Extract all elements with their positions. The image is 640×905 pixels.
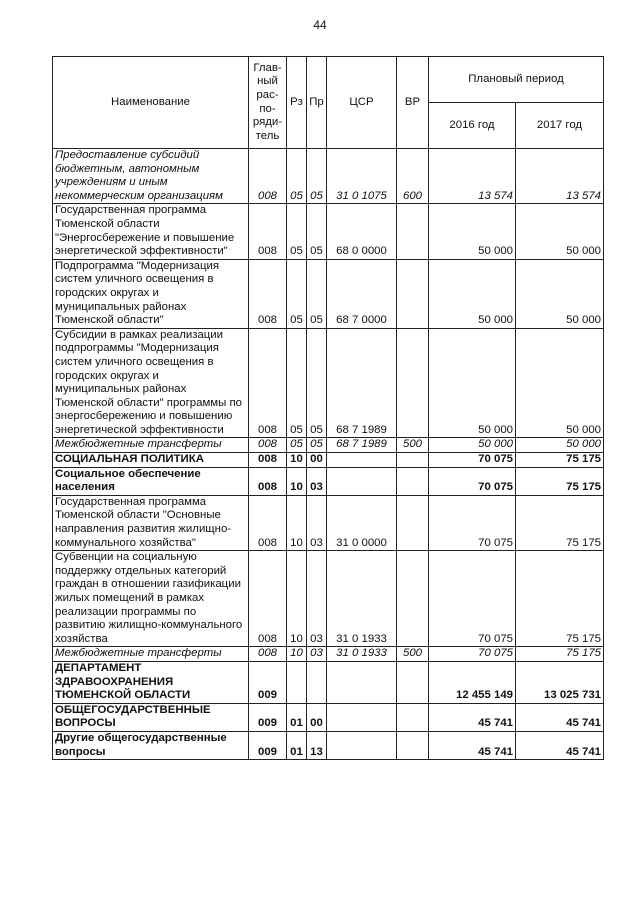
row-2017: 45 741 — [516, 703, 604, 731]
row-rz: 10 — [287, 467, 307, 495]
row-vr — [397, 703, 429, 731]
page-number: 44 — [313, 18, 327, 32]
row-glavny: 008 — [249, 438, 287, 453]
table-row — [53, 661, 604, 703]
row-vr — [397, 731, 429, 759]
row-glavny: 009 — [249, 731, 287, 759]
row-glavny: 008 — [249, 328, 287, 438]
header-vr: ВР — [397, 57, 429, 149]
row-rz: 05 — [287, 328, 307, 438]
row-csr: 68 7 1989 — [327, 438, 397, 453]
row-csr: 31 0 1075 — [327, 149, 397, 204]
row-2016: 12 455 149 — [429, 661, 516, 703]
row-2017: 75 175 — [516, 467, 604, 495]
row-vr: 500 — [397, 438, 429, 453]
row-glavny: 008 — [249, 647, 287, 662]
row-glavny: 008 — [249, 259, 287, 328]
row-csr: 31 0 0000 — [327, 495, 397, 550]
row-2017: 75 175 — [516, 453, 604, 468]
row-pr: 03 — [307, 551, 327, 647]
row-name: Межбюджетные трансферты — [53, 438, 249, 453]
table-row — [53, 204, 604, 259]
table-row — [53, 551, 604, 647]
row-name: Социальное обеспечение населения — [53, 467, 249, 495]
row-2016: 70 075 — [429, 647, 516, 662]
row-pr: 05 — [307, 204, 327, 259]
header-name: Наименование — [53, 57, 249, 149]
table-row — [53, 703, 604, 731]
row-vr — [397, 328, 429, 438]
row-name: Субсидии в рамках реализации подпрограммы "Модернизация систем уличного освещения в городских округах и муниципальных районах Тюменской области" программы по энергосбережению и повышению энергетической эффективности — [53, 328, 249, 438]
row-2016: 50 000 — [429, 259, 516, 328]
header-year-2016: 2016 год — [429, 103, 516, 149]
row-pr: 00 — [307, 703, 327, 731]
row-2017: 13 025 731 — [516, 661, 604, 703]
row-glavny: 008 — [249, 551, 287, 647]
row-glavny: 008 — [249, 453, 287, 468]
row-pr: 05 — [307, 259, 327, 328]
row-pr: 03 — [307, 495, 327, 550]
row-2016: 70 075 — [429, 453, 516, 468]
row-vr — [397, 551, 429, 647]
row-vr: 600 — [397, 149, 429, 204]
row-pr: 00 — [307, 453, 327, 468]
row-rz: 10 — [287, 495, 307, 550]
row-vr — [397, 467, 429, 495]
row-2017: 75 175 — [516, 495, 604, 550]
header-pr: Пр — [307, 57, 327, 149]
row-vr — [397, 204, 429, 259]
row-rz: 05 — [287, 204, 307, 259]
row-name: ДЕПАРТАМЕНТ ЗДРАВООХРАНЕНИЯ ТЮМЕНСКОЙ ОБЛАСТИ — [53, 661, 249, 703]
row-rz: 10 — [287, 551, 307, 647]
row-vr — [397, 259, 429, 328]
row-rz: 10 — [287, 647, 307, 662]
row-2016: 50 000 — [429, 204, 516, 259]
table-row — [53, 149, 604, 204]
row-name: Межбюджетные трансферты — [53, 647, 249, 662]
row-name: Подпрограмма "Модернизация систем уличного освещения в городских округах и муниципальных районах Тюменской области" — [53, 259, 249, 328]
row-glavny: 009 — [249, 703, 287, 731]
row-rz: 01 — [287, 703, 307, 731]
row-2016: 50 000 — [429, 438, 516, 453]
row-2017: 50 000 — [516, 438, 604, 453]
row-name: Другие общегосударственные вопросы — [53, 731, 249, 759]
table-row — [53, 438, 604, 453]
table-row — [53, 453, 604, 468]
row-2017: 75 175 — [516, 647, 604, 662]
row-2016: 70 075 — [429, 551, 516, 647]
row-csr — [327, 661, 397, 703]
row-vr: 500 — [397, 647, 429, 662]
row-2016: 45 741 — [429, 731, 516, 759]
row-pr — [307, 661, 327, 703]
row-csr: 31 0 1933 — [327, 551, 397, 647]
row-pr: 13 — [307, 731, 327, 759]
row-csr — [327, 731, 397, 759]
row-2016: 50 000 — [429, 328, 516, 438]
row-pr: 03 — [307, 647, 327, 662]
row-vr — [397, 495, 429, 550]
table-row — [53, 647, 604, 662]
row-csr: 68 0 0000 — [327, 204, 397, 259]
row-csr — [327, 453, 397, 468]
row-rz: 05 — [287, 149, 307, 204]
row-pr: 05 — [307, 149, 327, 204]
row-name: ОБЩЕГОСУДАРСТВЕННЫЕ ВОПРОСЫ — [53, 703, 249, 731]
row-glavny: 008 — [249, 204, 287, 259]
row-2016: 70 075 — [429, 495, 516, 550]
row-2017: 13 574 — [516, 149, 604, 204]
row-2016: 45 741 — [429, 703, 516, 731]
header-year-2017: 2017 год — [516, 103, 604, 149]
row-csr: 68 7 0000 — [327, 259, 397, 328]
header-rz: Рз — [287, 57, 307, 149]
row-csr: 68 7 1989 — [327, 328, 397, 438]
row-name: Субвенции на социальную поддержку отдельных категорий граждан в отношении газификации жилых помещений в рамках реализации программы по развитию жилищно-коммунального хозяйства — [53, 551, 249, 647]
row-2017: 75 175 — [516, 551, 604, 647]
row-glavny: 008 — [249, 495, 287, 550]
row-name: Государственная программа Тюменской области "Энергосбережение и повышение энергетической эффективности" — [53, 204, 249, 259]
row-2016: 70 075 — [429, 467, 516, 495]
row-csr: 31 0 1933 — [327, 647, 397, 662]
row-rz: 05 — [287, 438, 307, 453]
row-glavny: 009 — [249, 661, 287, 703]
header-csr: ЦСР — [327, 57, 397, 149]
row-rz — [287, 661, 307, 703]
row-glavny: 008 — [249, 149, 287, 204]
row-pr: 05 — [307, 438, 327, 453]
header-planned-period: Плановый период — [429, 57, 604, 103]
table-row — [53, 259, 604, 328]
row-2017: 50 000 — [516, 328, 604, 438]
row-2017: 45 741 — [516, 731, 604, 759]
row-name: СОЦИАЛЬНАЯ ПОЛИТИКА — [53, 453, 249, 468]
row-name: Предоставление субсидий бюджетным, автономным учреждениям и иным некоммерческим организациям — [53, 149, 249, 204]
table-row — [53, 328, 604, 438]
row-vr — [397, 453, 429, 468]
budget-table — [52, 56, 604, 760]
row-glavny: 008 — [249, 467, 287, 495]
table-row — [53, 731, 604, 759]
header-glavny: Глав- ный рас- по- ряди- тель — [249, 57, 287, 149]
row-pr: 05 — [307, 328, 327, 438]
row-2017: 50 000 — [516, 204, 604, 259]
row-csr — [327, 467, 397, 495]
row-pr: 03 — [307, 467, 327, 495]
row-csr — [327, 703, 397, 731]
table-row — [53, 495, 604, 550]
row-rz: 05 — [287, 259, 307, 328]
row-2017: 50 000 — [516, 259, 604, 328]
row-rz: 01 — [287, 731, 307, 759]
row-vr — [397, 661, 429, 703]
table-row — [53, 467, 604, 495]
row-rz: 10 — [287, 453, 307, 468]
row-2016: 13 574 — [429, 149, 516, 204]
row-name: Государственная программа Тюменской области "Основные направления развития жилищно-коммунального хозяйства" — [53, 495, 249, 550]
